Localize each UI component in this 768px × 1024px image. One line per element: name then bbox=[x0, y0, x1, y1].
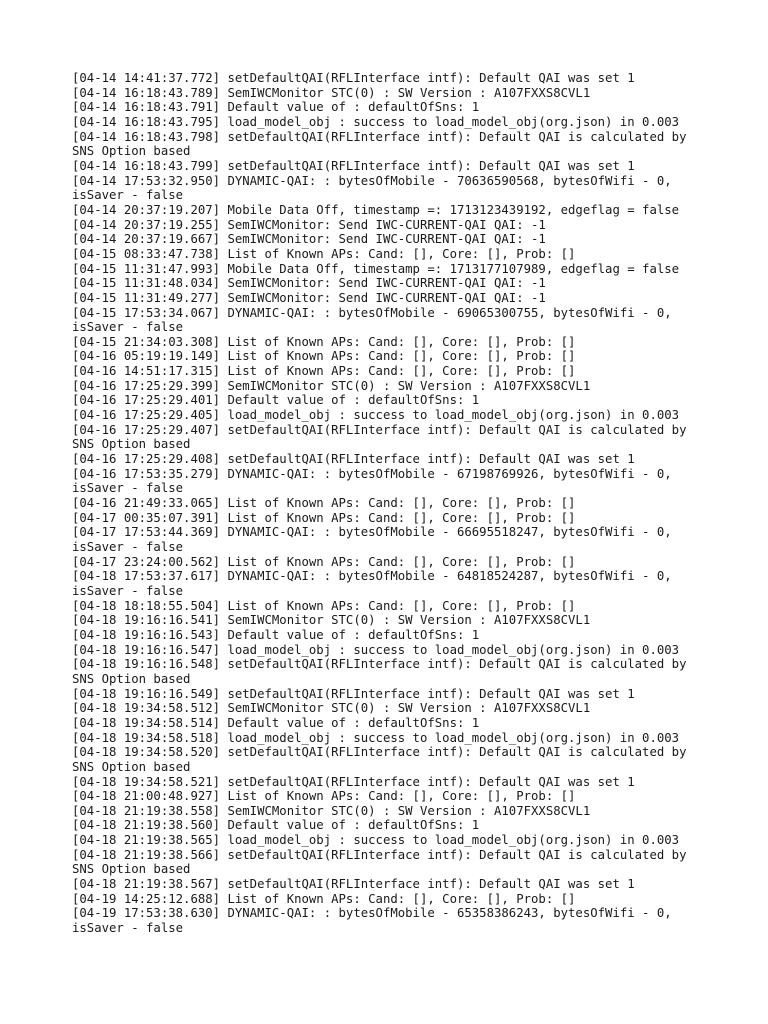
log-line: [04-16 05:19:19.149] List of Known APs: Cand: [], Core: [], Prob: [] bbox=[72, 349, 576, 364]
log-line: [04-18 21:00:48.927] List of Known APs: Cand: [], Core: [], Prob: [] bbox=[72, 789, 576, 804]
log-line: [04-16 17:25:29.407] setDefaultQAI(RFLInterface intf): Default QAI is calculated by bbox=[72, 422, 687, 437]
log-line: [04-14 16:18:43.795] load_model_obj : success to load_model_obj(org.json) in 0.003 bbox=[72, 114, 680, 129]
log-line: [04-14 20:37:19.255] SemIWCMonitor: Send IWC-CURRENT-QAI QAI: -1 bbox=[72, 217, 546, 232]
log-line: isSaver - false bbox=[72, 921, 184, 936]
log-line: [04-18 19:16:16.548] setDefaultQAI(RFLInterface intf): Default QAI is calculated by bbox=[72, 657, 687, 672]
log-line: [04-18 21:19:38.560] Default value of : defaultOfSns: 1 bbox=[72, 818, 480, 833]
log-line: [04-18 19:16:16.549] setDefaultQAI(RFLInterface intf): Default QAI was set 1 bbox=[72, 686, 635, 701]
log-line: isSaver - false bbox=[72, 188, 184, 203]
log-line: [04-17 23:24:00.562] List of Known APs: Cand: [], Core: [], Prob: [] bbox=[72, 554, 576, 569]
log-line: [04-18 19:34:58.520] setDefaultQAI(RFLInterface intf): Default QAI is calculated by bbox=[72, 745, 687, 760]
log-line: [04-15 17:53:34.067] DYNAMIC-QAI: : bytesOfMobile - 69065300755, bytesOfWifi - 0, bbox=[72, 305, 672, 320]
log-line: [04-17 00:35:07.391] List of Known APs: Cand: [], Core: [], Prob: [] bbox=[72, 510, 576, 525]
log-line: isSaver - false bbox=[72, 320, 184, 335]
log-line: [04-18 19:34:58.518] load_model_obj : success to load_model_obj(org.json) in 0.003 bbox=[72, 730, 680, 745]
log-line: [04-15 21:34:03.308] List of Known APs: Cand: [], Core: [], Prob: [] bbox=[72, 334, 576, 349]
log-line: SNS Option based bbox=[72, 437, 191, 452]
log-line: SNS Option based bbox=[72, 862, 191, 877]
log-line: [04-18 19:16:16.543] Default value of : defaultOfSns: 1 bbox=[72, 627, 480, 642]
log-line: [04-18 19:16:16.541] SemIWCMonitor STC(0) : SW Version : A107FXXS8CVL1 bbox=[72, 613, 591, 628]
log-line: [04-18 21:19:38.566] setDefaultQAI(RFLInterface intf): Default QAI is calculated by bbox=[72, 847, 687, 862]
log-line: [04-18 18:18:55.504] List of Known APs: Cand: [], Core: [], Prob: [] bbox=[72, 598, 576, 613]
log-line: [04-16 14:51:17.315] List of Known APs: Cand: [], Core: [], Prob: [] bbox=[72, 364, 576, 379]
log-line: [04-14 16:18:43.799] setDefaultQAI(RFLInterface intf): Default QAI was set 1 bbox=[72, 158, 635, 173]
log-line: [04-18 19:34:58.521] setDefaultQAI(RFLInterface intf): Default QAI was set 1 bbox=[72, 774, 635, 789]
log-line: [04-15 11:31:48.034] SemIWCMonitor: Send IWC-CURRENT-QAI QAI: -1 bbox=[72, 276, 546, 291]
log-line: SNS Option based bbox=[72, 144, 191, 159]
log-line: [04-16 17:25:29.408] setDefaultQAI(RFLInterface intf): Default QAI was set 1 bbox=[72, 452, 635, 467]
log-line: [04-15 08:33:47.738] List of Known APs: Cand: [], Core: [], Prob: [] bbox=[72, 246, 576, 261]
log-text-block bbox=[72, 71, 712, 936]
log-line: [04-19 14:25:12.688] List of Known APs: Cand: [], Core: [], Prob: [] bbox=[72, 891, 576, 906]
log-line: [04-18 21:19:38.565] load_model_obj : success to load_model_obj(org.json) in 0.003 bbox=[72, 833, 680, 848]
log-line: [04-14 20:37:19.667] SemIWCMonitor: Send IWC-CURRENT-QAI QAI: -1 bbox=[72, 232, 546, 247]
log-line: [04-14 16:18:43.798] setDefaultQAI(RFLInterface intf): Default QAI is calculated by bbox=[72, 129, 687, 144]
log-line: [04-18 17:53:37.617] DYNAMIC-QAI: : bytesOfMobile - 64818524287, bytesOfWifi - 0, bbox=[72, 569, 672, 584]
log-line: [04-16 17:25:29.401] Default value of : defaultOfSns: 1 bbox=[72, 393, 480, 408]
log-line: [04-14 20:37:19.207] Mobile Data Off, timestamp =: 1713123439192, edgeflag = false bbox=[72, 202, 680, 217]
log-line: [04-15 11:31:49.277] SemIWCMonitor: Send IWC-CURRENT-QAI QAI: -1 bbox=[72, 290, 546, 305]
log-line: [04-16 17:25:29.399] SemIWCMonitor STC(0) : SW Version : A107FXXS8CVL1 bbox=[72, 378, 591, 393]
log-line: [04-15 11:31:47.993] Mobile Data Off, timestamp =: 1713177107989, edgeflag = false bbox=[72, 261, 680, 276]
log-line: SNS Option based bbox=[72, 759, 191, 774]
log-line: [04-16 21:49:33.065] List of Known APs: Cand: [], Core: [], Prob: [] bbox=[72, 496, 576, 511]
log-line: [04-18 19:16:16.547] load_model_obj : success to load_model_obj(org.json) in 0.003 bbox=[72, 642, 680, 657]
log-line: [04-18 21:19:38.567] setDefaultQAI(RFLInterface intf): Default QAI was set 1 bbox=[72, 877, 635, 892]
log-line: [04-14 17:53:32.950] DYNAMIC-QAI: : bytesOfMobile - 70636590568, bytesOfWifi - 0, bbox=[72, 173, 672, 188]
log-line: [04-14 14:41:37.772] setDefaultQAI(RFLInterface intf): Default QAI was set 1 bbox=[72, 71, 635, 85]
log-line: [04-16 17:53:35.279] DYNAMIC-QAI: : bytesOfMobile - 67198769926, bytesOfWifi - 0, bbox=[72, 466, 672, 481]
document-page bbox=[72, 71, 712, 936]
log-line: SNS Option based bbox=[72, 671, 191, 686]
log-line: [04-14 16:18:43.791] Default value of : defaultOfSns: 1 bbox=[72, 100, 480, 115]
log-line: isSaver - false bbox=[72, 540, 184, 554]
log-line: isSaver - false bbox=[72, 583, 184, 598]
log-line: [04-14 16:18:43.789] SemIWCMonitor STC(0) : SW Version : A107FXXS8CVL1 bbox=[72, 85, 591, 100]
log-line: [04-18 21:19:38.558] SemIWCMonitor STC(0) : SW Version : A107FXXS8CVL1 bbox=[72, 803, 591, 818]
log-line: [04-17 17:53:44.369] DYNAMIC-QAI: : bytesOfMobile - 66695518247, bytesOfWifi - 0, bbox=[72, 525, 672, 540]
log-line: [04-16 17:25:29.405] load_model_obj : success to load_model_obj(org.json) in 0.003 bbox=[72, 408, 680, 423]
log-line: isSaver - false bbox=[72, 481, 184, 496]
log-line: [04-19 17:53:38.630] DYNAMIC-QAI: : bytesOfMobile - 65358386243, bytesOfWifi - 0, bbox=[72, 906, 672, 921]
log-line: [04-18 19:34:58.512] SemIWCMonitor STC(0) : SW Version : A107FXXS8CVL1 bbox=[72, 701, 591, 716]
log-line: [04-18 19:34:58.514] Default value of : defaultOfSns: 1 bbox=[72, 715, 480, 730]
